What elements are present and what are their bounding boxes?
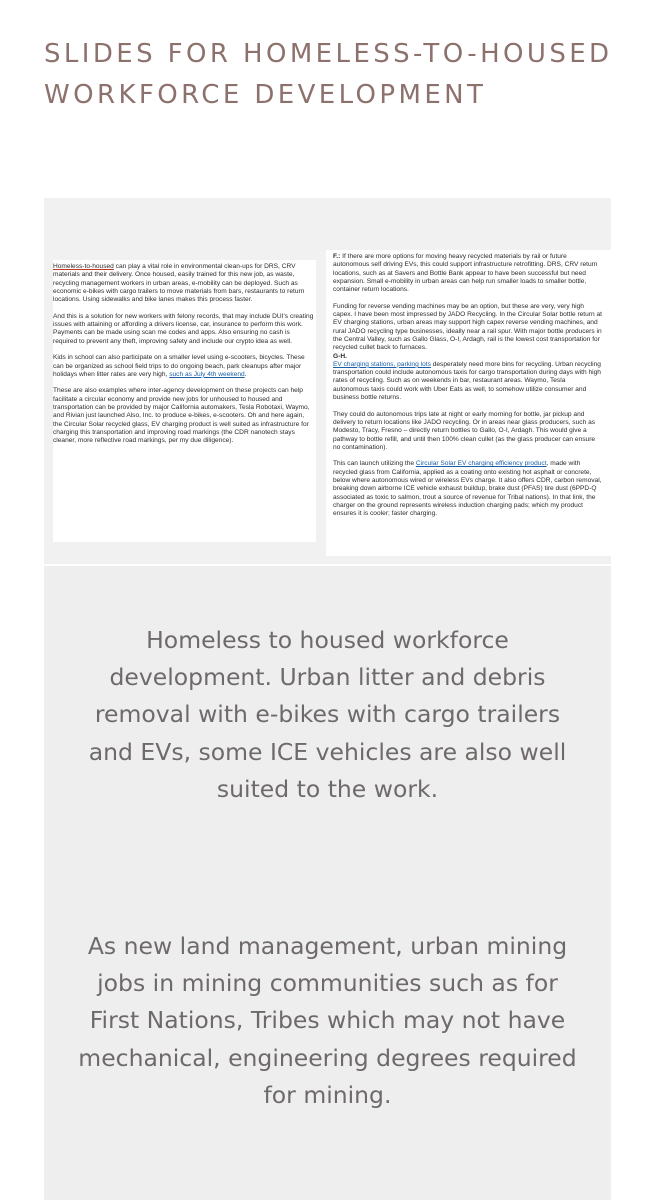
slide-right-p5-start: This can launch utilizing the bbox=[333, 460, 416, 468]
slide-right-paragraph-2: Funding for reverse vending machines may be an option, but these are very, very high capex. I have been most impressed by JADO Recycling. In the Circular Solar bottle return at EV charging stations, urban areas may support high capex reverse vending machines, and rural JADO recycling type businesses, ideally near a rail spur. With major bottle producers in the Central Valley, such as Gallo Glass, O-I, Ardagh, rail is the lowest cost transportation for recycled cullet back to furnaces. bbox=[333, 302, 603, 352]
ev-charging-stations-link[interactable]: EV charging stations, parking lots bbox=[333, 360, 431, 368]
slide-image bbox=[44, 198, 611, 564]
slide-right-p1-text: If there are more options for moving heavy recycled materials by rail or future autonomous self driving EVs, this could support infrastructure retrofitting. DRS, CRV return locations, such as at Savers and Bottle Bank appear to have been successful but need expansion. Small e-mobility in urban areas can help run smaller loads to smaller bottle, container return locations. bbox=[333, 253, 598, 294]
slide-left-p3-text: Kids in school can also participate on a smaller level using e-scooters, bicycles. These can be organized as school field trips to do ongoing beach, park cleanups after major holidays when litter rates are very high, bbox=[53, 354, 305, 378]
slide-right-paragraph-3 bbox=[333, 361, 603, 402]
slide-image-panel bbox=[44, 198, 611, 564]
slide-left-column bbox=[53, 260, 316, 542]
slide-right-label-gh: G-H. bbox=[333, 352, 347, 360]
slide-left-paragraph-4: These are also examples where inter-agency development on these projects can help facilitate a circular economy and provide new jobs for unhoused to housed and transportation can be provided by major California automakers, Tesla Robotaxi, Waymo, and Rivian just launched Also, Inc. to produce e-bikes, e-scooters. Oh and here again, the Circular Solar recycled glass, EV charging product is well suited as infrastructure for charging this transportation and improving road markings (the CDR nanotech stays cleaner, more reflective road markings, per my due diligence). bbox=[53, 387, 310, 445]
slide-right-paragraph-4: They could do autonomous trips late at night or early morning for bottle, jar pickup and delivery to return locations like JADO recycling. Or in areas near glass producers, such as Modesto, Tracy, Fresno – directly return bottles to Gallo, O-I, Ardagh. This would give a pathway to bottle refill, and until then 100% clean cullet (as the glass producer can ensure no contamination). bbox=[333, 410, 596, 451]
july-4th-link[interactable]: such as July 4th weekend bbox=[169, 370, 245, 378]
slide-left-paragraph-2: And this is a solution for new workers with felony records, that may include DUI's creating issues with attaining or affording a drivers license, car, insurance to perform this work. Payments can be made using scan me codes and apps. Also ensuring no cash is required to prevent any theft, improving safety and include our crypto idea as well. bbox=[53, 312, 314, 345]
page-title: SLIDES FOR HOMELESS-TO-HOUSED WORKFORCE DEVELOPMENT bbox=[44, 39, 613, 110]
slide-right-paragraph-5 bbox=[333, 460, 603, 518]
caption-paragraph-1: Homeless to housed workforce development. Urban litter and debris removal with e-bikes with cargo trailers and EVs, some ICE vehicles are also well suited to the work. bbox=[88, 626, 567, 803]
slide-right-column bbox=[326, 250, 611, 556]
caption-paragraph-2: As new land management, urban mining jobs in mining communities such as for First Nations, Tribes which may not have mechanical, engineering degrees required for mining. bbox=[78, 932, 577, 1109]
slide-right-label-f: F.: bbox=[333, 253, 341, 260]
caption-panel bbox=[44, 566, 611, 1200]
slide-left-paragraph-1 bbox=[53, 263, 314, 304]
slide-left-p3-end: . bbox=[244, 370, 247, 378]
slide-right-p5-text: , made with recycled glass from California, applied as a coating onto existing hot asphalt or concrete, below where autonomous wired or wireless EVs charge. It also offers CDR, carbon removal, breaking down airborne ICE vehicle exhaust buildup, brake dust (PFAS) tire dust (6PPD-Q associated as toxic to salmon, trout a source of revenue for Tribal nations). In that link, the charger on the ground represents wireless induction charging pads; which my product ensures it is cooler; faster charging. bbox=[333, 460, 602, 518]
slide-right-paragraph-1 bbox=[333, 253, 603, 294]
circular-solar-product-link[interactable]: Circular Solar EV charging efficiency product bbox=[415, 460, 547, 468]
slide-left-paragraph-3 bbox=[53, 354, 314, 379]
slide-left-lead-text: Homeless-to-housed bbox=[53, 263, 114, 270]
slide-right-p3-text: desperately need more bins for recycling. Urban recycling transportation could include autonomous taxis for cargo transportation during days with high rates of recycling. Such as on weekends in bar, restaurant areas. Waymo, Tesla autonomous taxis could work with Uber Eats as well, to somehow utilize consumer and business bottle returns. bbox=[333, 360, 601, 402]
slide-left-p1-text: can play a vital role in environmental clean-ups for DRS, CRV materials and their delivery. Once housed, easily trained for this new job, as waste, recycling management workers in urban areas, e-mobility can be deployed. Such as economic e-bikes with cargo trailers to move materials from bars, restaurants to return locations. Using sidewalks and bike lanes makes this process faster. bbox=[53, 263, 305, 304]
